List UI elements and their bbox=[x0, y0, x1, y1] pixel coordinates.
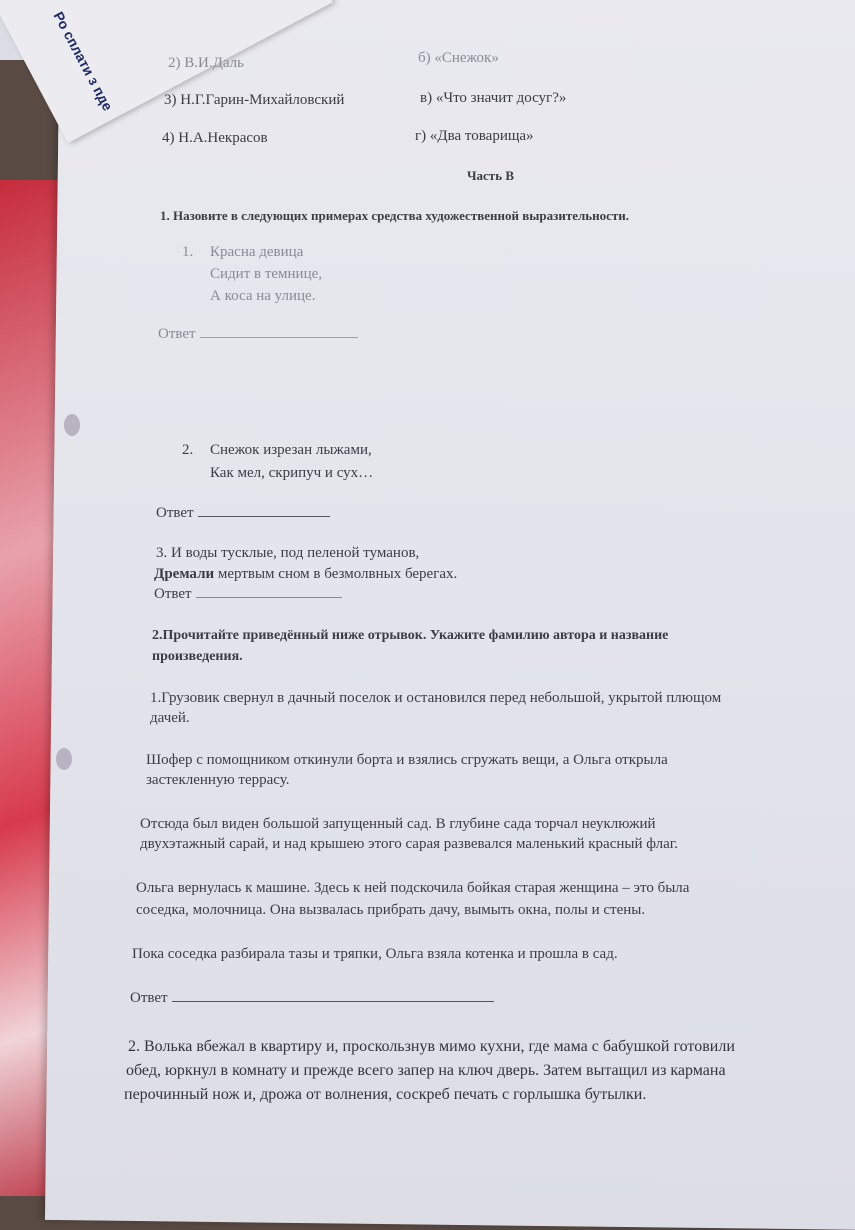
text1-p1: дачей. bbox=[150, 710, 190, 726]
author-option-3: 3) Н.Г.Гарин-Михайловский bbox=[164, 92, 345, 108]
ex1-number: 1. bbox=[182, 244, 194, 260]
work-option-g: г) «Два товарища» bbox=[415, 128, 534, 144]
answer-label: Ответ bbox=[156, 505, 194, 521]
task1-heading: 1. Назовите в следующих примерах средства художественной выразительности. bbox=[160, 208, 630, 223]
ex3-answer bbox=[154, 586, 342, 603]
ex3-line-rest: мертвым сном в безмолвных берегах. bbox=[217, 566, 458, 582]
text1-p1: 1.Грузовик свернул в дачный поселок и остановился перед небольшой, укрытой плющом bbox=[150, 690, 722, 706]
author-option-4: 4) Н.А.Некрасов bbox=[162, 130, 268, 146]
text2-line: перочинный нож и, дрожа от волнения, соскреб печать с горлышка бутылки. bbox=[124, 1086, 647, 1103]
part-b-title: Часть В bbox=[467, 168, 514, 183]
ex2-answer bbox=[156, 505, 330, 522]
ex3-line bbox=[154, 566, 457, 583]
text1-p2: Шофер с помощником откинули борта и взялись сгружать вещи, а Ольга открыла bbox=[146, 752, 668, 768]
text1-p3: Отсюда был виден большой запущенный сад. В глубине сада торчал неуклюжий bbox=[140, 816, 656, 832]
answer-label: Ответ bbox=[154, 586, 192, 602]
text1-p4: Ольга вернулась к машине. Здесь к ней подскочила бойкая старая женщина – это была bbox=[136, 880, 690, 896]
ex1-line: Сидит в темнице, bbox=[210, 266, 323, 282]
card-text: Ро сплати з пде bbox=[50, 8, 117, 114]
ex1-line: Красна девица bbox=[210, 244, 304, 260]
answer-blank[interactable] bbox=[172, 1001, 494, 1002]
answer-label: Ответ bbox=[130, 990, 168, 1006]
text2-line: обед, юркнул в комнату и прежде всего запер на ключ дверь. Затем вытащил из кармана bbox=[126, 1062, 726, 1079]
task2-heading-cont: произведения. bbox=[152, 649, 243, 664]
answer-blank[interactable] bbox=[200, 337, 358, 338]
ex2-line: Как мел, скрипуч и сух… bbox=[210, 465, 374, 481]
text1-p3: двухэтажный сарай, и над крышею этого сарая развевался маленький красный флаг. bbox=[140, 836, 678, 852]
ex3-bold-word: Дремали bbox=[154, 566, 215, 582]
work-option-v: в) «Что значит досуг?» bbox=[420, 90, 567, 106]
text1-p4: соседка, молочница. Она вызвалась прибрать дачу, вымыть окна, полы и стены. bbox=[136, 902, 646, 918]
task2-heading: 2.Прочитайте приведённый ниже отрывок. Укажите фамилию автора и название bbox=[152, 628, 669, 643]
text1-answer bbox=[130, 990, 494, 1007]
ex2-line: Снежок изрезан лыжами, bbox=[210, 442, 372, 458]
ex2-number: 2. bbox=[182, 442, 194, 458]
answer-blank[interactable] bbox=[198, 516, 330, 517]
author-option-2: 2) В.И.Даль bbox=[168, 55, 244, 71]
ex1-line: А коса на улице. bbox=[210, 288, 316, 304]
ex1-answer bbox=[158, 326, 358, 343]
work-option-b: б) «Снежок» bbox=[418, 50, 499, 66]
text1-p5: Пока соседка разбирала тазы и тряпки, Ольга взяла котенка и прошла в сад. bbox=[132, 946, 618, 962]
ex3-line: 3. И воды тусклые, под пеленой туманов, bbox=[156, 545, 420, 561]
text2-line: 2. Волька вбежал в квартиру и, проскользнув мимо кухни, где мама с бабушкой готовили bbox=[128, 1038, 735, 1055]
text1-p2: застекленную террасу. bbox=[146, 772, 290, 788]
answer-label: Ответ bbox=[158, 326, 196, 342]
answer-blank[interactable] bbox=[196, 597, 342, 598]
